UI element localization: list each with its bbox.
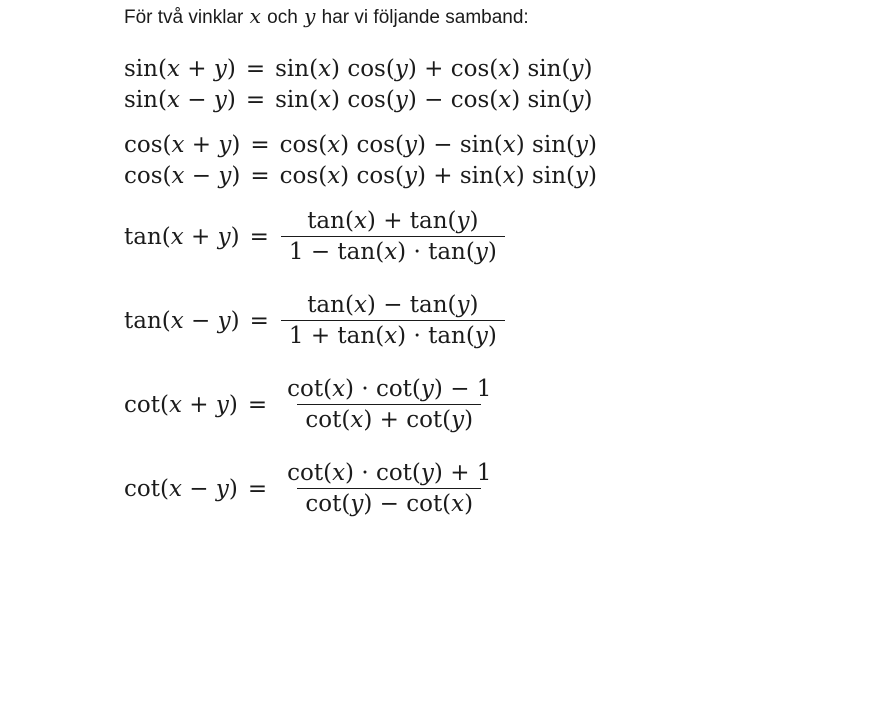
identity-sin-sum-relation: = <box>245 56 266 82</box>
identity-cos-diff-relation: = <box>250 163 270 189</box>
identity-sin-sum-lhs: sin(x + y) <box>124 56 236 82</box>
identity-cot-diff-denominator: cot(y) − cot(x) <box>297 488 481 516</box>
identity-cos-diff-lhs: cos(x − y) <box>124 163 241 189</box>
sine-identity-group <box>124 58 597 112</box>
identity-cos-sum-relation: = <box>250 132 270 158</box>
identity-cot-sum-fraction <box>279 378 499 432</box>
identity-cot-sum-denominator: cot(x) + cot(y) <box>297 404 481 432</box>
identity-tan-diff <box>124 294 597 348</box>
identity-tan-sum <box>124 210 597 264</box>
identity-tan-sum-relation: = <box>249 223 269 250</box>
identity-cos-sum-rhs: cos(x) cos(y) − sin(x) sin(y) <box>279 132 597 158</box>
identity-cot-diff <box>124 462 597 516</box>
intro-text-middle: och <box>267 7 298 28</box>
identity-cos-sum <box>124 134 597 157</box>
identity-tan-diff-fraction <box>281 294 505 348</box>
identity-sin-diff <box>124 89 597 112</box>
identity-cot-sum-numerator: cot(x) · cot(y) − 1 <box>287 376 492 402</box>
identity-cos-diff-rhs: cos(x) cos(y) + sin(x) sin(y) <box>279 163 597 189</box>
identity-sin-diff-lhs: sin(x − y) <box>124 87 236 113</box>
identity-tan-diff-relation: = <box>249 307 269 334</box>
identity-cot-diff-relation: = <box>247 475 268 502</box>
identity-list <box>124 58 597 542</box>
identity-cos-diff <box>124 165 597 188</box>
identity-cos-sum-lhs: cos(x + y) <box>124 132 241 158</box>
identity-tan-sum-denominator: 1 − tan(x) · tan(y) <box>281 236 505 264</box>
identity-cot-diff-fraction <box>279 462 499 516</box>
identity-sin-sum-rhs: sin(x) cos(y) + cos(x) sin(y) <box>275 56 593 82</box>
identity-tan-sum-numerator: tan(x) + tan(y) <box>307 208 479 234</box>
identity-tan-diff-lhs: tan(x − y) <box>124 307 240 334</box>
intro-variable-x: x <box>249 4 261 28</box>
identity-tan-diff-numerator: tan(x) − tan(y) <box>307 292 479 318</box>
identity-cot-sum-lhs: cot(x + y) <box>124 391 238 418</box>
identity-sin-diff-relation: = <box>245 87 266 113</box>
intro-variable-y: y <box>304 4 316 28</box>
identity-tan-sum-fraction <box>281 210 505 264</box>
identity-sin-diff-rhs: sin(x) cos(y) − cos(x) sin(y) <box>275 87 593 113</box>
identity-cot-sum-relation: = <box>247 391 268 418</box>
identity-cot-diff-lhs: cot(x − y) <box>124 475 238 502</box>
intro-sentence <box>124 4 529 29</box>
identity-sin-sum <box>124 58 597 81</box>
cosine-identity-group <box>124 134 597 188</box>
identity-tan-diff-denominator: 1 + tan(x) · tan(y) <box>281 320 505 348</box>
identity-cot-sum <box>124 378 597 432</box>
intro-text-after: har vi följande samband: <box>321 7 529 28</box>
identity-cot-diff-numerator: cot(x) · cot(y) + 1 <box>287 460 492 486</box>
identity-tan-sum-lhs: tan(x + y) <box>124 223 240 250</box>
intro-text-before: För två vinklar <box>124 7 244 28</box>
